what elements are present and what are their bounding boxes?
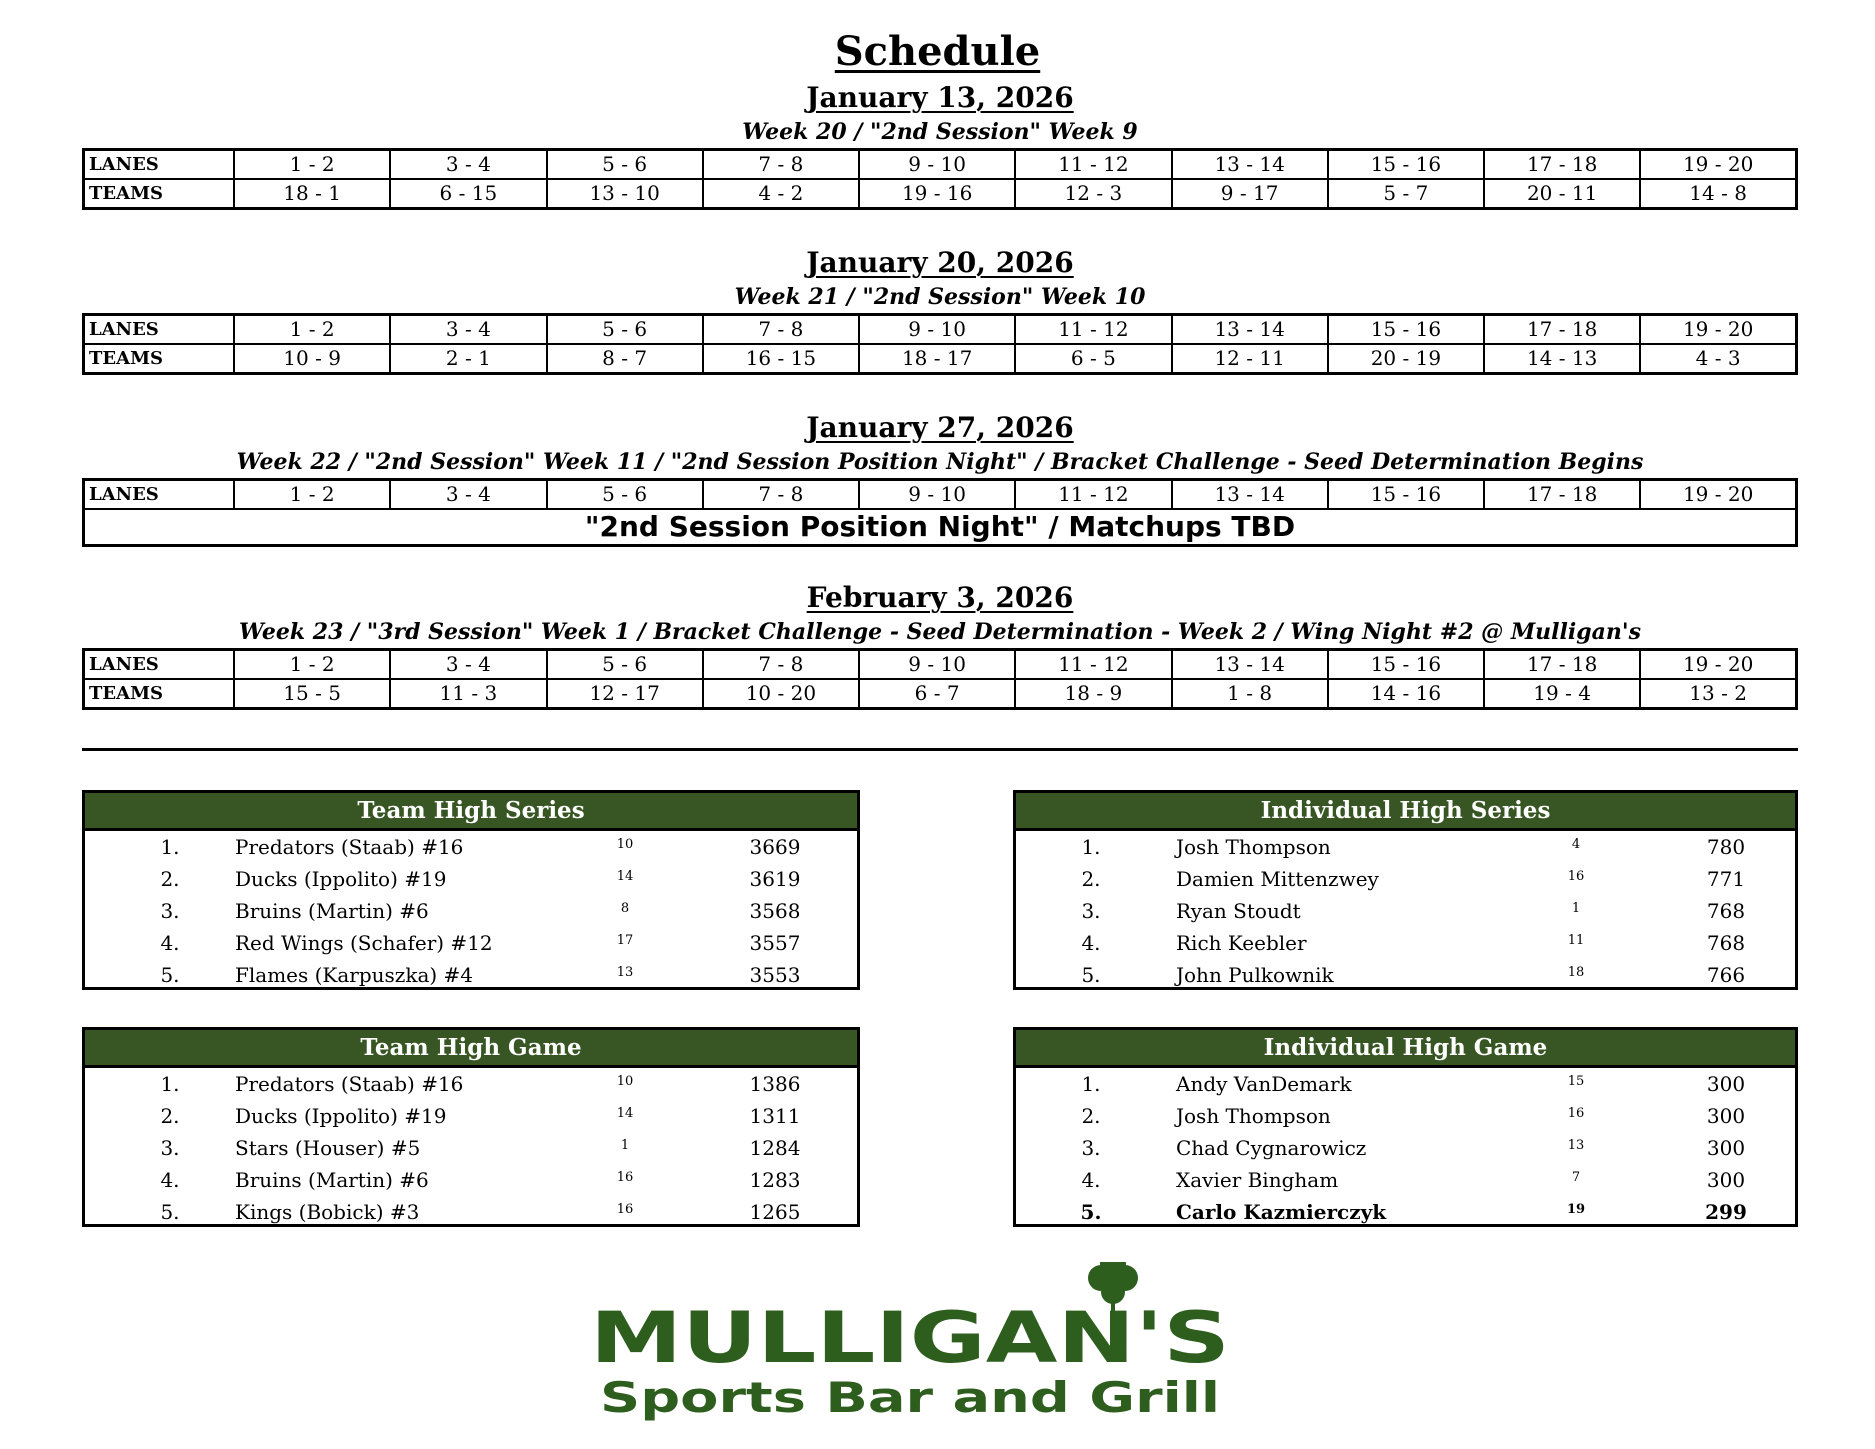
stat-rank: 2. [160,1104,180,1128]
stat-num: 10 [616,837,634,852]
stat-rank: 3. [1081,899,1101,923]
individual-high-series-box [1013,790,1798,990]
individual-high-game-box [1013,1027,1798,1227]
lane-cell: 15 - 16 [1328,315,1484,345]
stat-name: Xavier Bingham [1176,1168,1339,1192]
team-high-series-box [82,790,860,990]
stat-row [1016,831,1795,863]
stat-num: 10 [616,1074,634,1089]
lane-cell: 7 - 8 [703,480,859,510]
stat-num: 15 [1567,1074,1585,1089]
lane-cell: 17 - 18 [1484,315,1640,345]
lanes-label: LANES [84,480,235,510]
stat-row [1016,895,1795,927]
stat-num: 16 [616,1202,634,1217]
stat-score: 771 [1706,867,1746,891]
stat-score: 3568 [749,899,801,923]
lane-cell: 17 - 18 [1484,650,1640,680]
stat-row [1016,1196,1795,1228]
lanes-label: LANES [84,315,235,345]
lanes-row [84,315,1797,345]
stat-row [85,1164,857,1196]
stat-rank: 5. [1081,963,1101,987]
matchup-cell: 19 - 4 [1484,679,1640,709]
stat-row [1016,959,1795,991]
matchup-cell: 14 - 8 [1640,179,1796,209]
schedule-table [82,313,1798,375]
lane-cell: 1 - 2 [234,150,390,180]
stat-score: 1311 [749,1104,801,1128]
stat-name: Predators (Staab) #16 [235,835,464,859]
stat-rank: 4. [160,931,180,955]
stat-score: 3553 [749,963,801,987]
stat-rank: 3. [160,899,180,923]
stat-rank: 3. [160,1136,180,1160]
schedule-table [82,478,1798,547]
stat-row [85,1196,857,1228]
stat-name: Bruins (Martin) #6 [235,899,429,923]
stat-num: 16 [1567,869,1585,884]
stat-score: 1284 [749,1136,801,1160]
week-block [82,410,1798,547]
stat-rank: 1. [1081,1072,1101,1096]
matchup-cell: 4 - 3 [1640,344,1796,374]
lane-cell: 15 - 16 [1328,650,1484,680]
stat-score: 300 [1706,1072,1746,1096]
matchup-cell: 16 - 15 [703,344,859,374]
stat-score: 1283 [749,1168,801,1192]
stat-name: Ducks (Ippolito) #19 [235,867,447,891]
lane-cell: 3 - 4 [390,480,546,510]
schedule-table [82,648,1798,710]
teams-label: TEAMS [84,344,235,374]
teams-label: TEAMS [84,679,235,709]
stat-rank: 4. [1081,1168,1101,1192]
week-block [82,80,1798,210]
stat-score: 3619 [749,867,801,891]
teams-row [84,179,1797,209]
matchup-cell: 9 - 17 [1172,179,1328,209]
lane-cell: 9 - 10 [859,150,1015,180]
week-block [82,245,1798,375]
stat-num: 7 [1571,1170,1581,1185]
stat-num: 13 [1567,1138,1585,1153]
date-heading: January 27, 2026 [806,411,1074,444]
lanes-label: LANES [84,650,235,680]
lane-cell: 11 - 12 [1015,315,1171,345]
date-heading: January 20, 2026 [806,246,1074,279]
stat-row [1016,1100,1795,1132]
lane-cell: 13 - 14 [1172,315,1328,345]
lane-cell: 11 - 12 [1015,650,1171,680]
week-block [82,580,1798,710]
week-subtitle: Week 21 / "2nd Session" Week 10 [734,284,1146,310]
lane-cell: 15 - 16 [1328,150,1484,180]
stat-num: 14 [616,869,634,884]
matchups-tbd-banner: "2nd Session Position Night" / Matchups TBD [84,509,1797,546]
matchup-cell: 6 - 7 [859,679,1015,709]
stat-rank: 2. [160,867,180,891]
matchup-cell: 13 - 2 [1640,679,1796,709]
lane-cell: 19 - 20 [1640,480,1796,510]
lane-cell: 7 - 8 [703,315,859,345]
stat-rank: 1. [160,1072,180,1096]
stat-name: Flames (Karpuszka) #4 [235,963,474,987]
teams-row [84,344,1797,374]
lane-cell: 3 - 4 [390,150,546,180]
matchup-cell: 14 - 16 [1328,679,1484,709]
stat-name: Predators (Staab) #16 [235,1072,464,1096]
matchup-cell: 10 - 9 [234,344,390,374]
stat-score: 300 [1706,1168,1746,1192]
schedule-table [82,148,1798,210]
stat-num: 8 [620,901,630,916]
lanes-label: LANES [84,150,235,180]
teams-label: TEAMS [84,179,235,209]
lane-cell: 11 - 12 [1015,150,1171,180]
stat-row [85,927,857,959]
matchup-cell: 18 - 1 [234,179,390,209]
box-header: Team High Series [85,793,857,831]
lane-cell: 3 - 4 [390,650,546,680]
lane-cell: 15 - 16 [1328,480,1484,510]
stat-row [1016,1164,1795,1196]
lanes-row [84,480,1797,510]
lane-cell: 13 - 14 [1172,480,1328,510]
stat-name: John Pulkownik [1176,963,1334,987]
mulligans-logo [585,1262,1235,1422]
stat-num: 13 [616,965,634,980]
stat-num: 1 [620,1138,630,1153]
lane-cell: 3 - 4 [390,315,546,345]
stat-name: Carlo Kazmierczyk [1176,1200,1387,1224]
stat-name: Josh Thompson [1176,1104,1331,1128]
lanes-row [84,150,1797,180]
date-heading: January 13, 2026 [806,81,1074,114]
stat-rank: 3. [1081,1136,1101,1160]
stat-score: 766 [1706,963,1746,987]
lane-cell: 5 - 6 [547,150,703,180]
lane-cell: 17 - 18 [1484,150,1640,180]
stat-score: 768 [1706,899,1746,923]
stat-row [1016,863,1795,895]
stat-num: 1 [1571,901,1581,916]
lane-cell: 7 - 8 [703,650,859,680]
stat-name: Ducks (Ippolito) #19 [235,1104,447,1128]
lane-cell: 19 - 20 [1640,315,1796,345]
stat-row [85,959,857,991]
stat-row [85,1068,857,1100]
stat-score: 300 [1706,1136,1746,1160]
stat-num: 16 [616,1170,634,1185]
stat-name: Stars (Houser) #5 [235,1136,421,1160]
lane-cell: 13 - 14 [1172,650,1328,680]
stat-rank: 2. [1081,1104,1101,1128]
lane-cell: 13 - 14 [1172,150,1328,180]
matchup-cell: 6 - 15 [390,179,546,209]
stat-rank: 5. [160,1200,180,1224]
matchup-cell: 20 - 19 [1328,344,1484,374]
section-divider [82,748,1798,751]
stat-row [85,1100,857,1132]
stat-score: 780 [1706,835,1746,859]
box-header: Team High Game [85,1030,857,1068]
stat-score: 1265 [749,1200,801,1224]
stat-row [1016,1068,1795,1100]
matchup-cell: 13 - 10 [547,179,703,209]
stat-rank: 4. [1081,931,1101,955]
stat-num: 16 [1567,1106,1585,1121]
lane-cell: 19 - 20 [1640,150,1796,180]
stat-num: 14 [616,1106,634,1121]
date-heading: February 3, 2026 [806,581,1074,614]
stat-score: 1386 [749,1072,801,1096]
stat-num: 19 [1566,1202,1586,1217]
matchup-cell: 5 - 7 [1328,179,1484,209]
stat-row [1016,927,1795,959]
stat-num: 18 [1567,965,1585,980]
matchup-cell: 19 - 16 [859,179,1015,209]
banner-row [84,509,1797,546]
lane-cell: 1 - 2 [234,315,390,345]
matchup-cell: 10 - 20 [703,679,859,709]
week-subtitle: Week 23 / "3rd Session" Week 1 / Bracket Challenge - Seed Determination - Week 2 / Wing Night #2 @ Mulligan's [238,619,1641,645]
stat-rank: 4. [160,1168,180,1192]
lane-cell: 17 - 18 [1484,480,1640,510]
stat-rank: 2. [1081,867,1101,891]
stat-name: Ryan Stoudt [1176,899,1301,923]
lane-cell: 5 - 6 [547,650,703,680]
stat-name: Andy VanDemark [1176,1072,1352,1096]
stat-rank: 1. [160,835,180,859]
stat-score: 299 [1705,1200,1747,1224]
stat-row [85,895,857,927]
week-subtitle: Week 20 / "2nd Session" Week 9 [742,119,1138,145]
stat-score: 3557 [749,931,801,955]
stat-name: Damien Mittenzwey [1176,867,1379,891]
matchup-cell: 8 - 7 [547,344,703,374]
matchup-cell: 20 - 11 [1484,179,1640,209]
matchup-cell: 18 - 17 [859,344,1015,374]
lane-cell: 7 - 8 [703,150,859,180]
stat-score: 3669 [749,835,801,859]
week-subtitle: Week 22 / "2nd Session" Week 11 / "2nd Session Position Night" / Bracket Challenge - Seed Determination Begins [236,449,1644,475]
stat-rank: 5. [160,963,180,987]
matchup-cell: 1 - 8 [1172,679,1328,709]
stat-score: 768 [1706,931,1746,955]
matchup-cell: 15 - 5 [234,679,390,709]
matchup-cell: 4 - 2 [703,179,859,209]
lane-cell: 1 - 2 [234,480,390,510]
page-title: Schedule [834,28,1041,75]
teams-row [84,679,1797,709]
stat-name: Rich Keebler [1176,931,1307,955]
matchup-cell: 12 - 17 [547,679,703,709]
stat-name: Chad Cygnarowicz [1176,1136,1367,1160]
box-header: Individual High Series [1016,793,1795,831]
stat-rank: 1. [1081,835,1101,859]
lane-cell: 5 - 6 [547,480,703,510]
stat-num: 4 [1571,837,1581,852]
stat-name: Kings (Bobick) #3 [235,1200,420,1224]
matchup-cell: 11 - 3 [390,679,546,709]
stat-name: Bruins (Martin) #6 [235,1168,429,1192]
stat-rank: 5. [1080,1200,1102,1224]
lane-cell: 9 - 10 [859,315,1015,345]
team-high-game-box [82,1027,860,1227]
stat-name: Red Wings (Schafer) #12 [235,931,493,955]
logo-name: MULLIGAN'S [590,1297,1230,1379]
matchup-cell: 12 - 3 [1015,179,1171,209]
matchup-cell: 12 - 11 [1172,344,1328,374]
lane-cell: 19 - 20 [1640,650,1796,680]
matchup-cell: 18 - 9 [1015,679,1171,709]
lane-cell: 5 - 6 [547,315,703,345]
matchup-cell: 2 - 1 [390,344,546,374]
lane-cell: 1 - 2 [234,650,390,680]
stat-num: 11 [1567,933,1585,948]
stat-row [85,1132,857,1164]
lanes-row [84,650,1797,680]
matchup-cell: 14 - 13 [1484,344,1640,374]
stat-score: 300 [1706,1104,1746,1128]
stat-row [85,831,857,863]
box-header: Individual High Game [1016,1030,1795,1068]
stat-row [1016,1132,1795,1164]
lane-cell: 9 - 10 [859,480,1015,510]
lane-cell: 9 - 10 [859,650,1015,680]
logo-tagline: Sports Bar and Grill [600,1373,1220,1422]
stat-row [85,863,857,895]
stat-name: Josh Thompson [1176,835,1331,859]
stat-num: 17 [616,933,634,948]
lane-cell: 11 - 12 [1015,480,1171,510]
matchup-cell: 6 - 5 [1015,344,1171,374]
